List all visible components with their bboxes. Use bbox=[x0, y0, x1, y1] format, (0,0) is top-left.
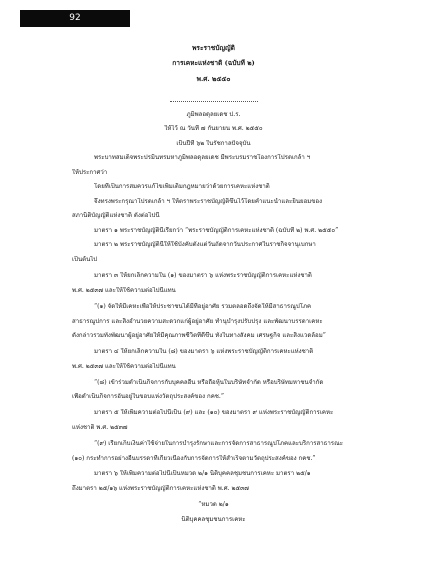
body-line: โดยที่เป็นการสมควรแก้ไขเพิ่มเติมกฎหมายว่าด้วยการเคหะแห่งชาติ bbox=[94, 183, 270, 190]
body-line: มาตรา ๑ พระราชบัญญัตินี้เรียกว่า “พระราชบัญญัติการเคหะแห่งชาติ (ฉบับที่ ๒) พ.ศ. ๒๕๕๐” bbox=[94, 227, 339, 234]
body-line: สภานิติบัญญัติแห่งชาติ ดังต่อไปนี้ bbox=[72, 212, 160, 219]
given-date: ให้ไว้ ณ วันที่ ๗ กันยายน พ.ศ. ๒๕๕๐ bbox=[164, 125, 263, 132]
body-line: พ.ศ. ๒๕๓๗ และให้ใช้ความต่อไปนี้แทน bbox=[72, 363, 176, 370]
body-line: ดังกล่าวรวมทั้งพัฒนาผู้อยู่อาศัยให้มีคุณภาพชีวิตที่ดีขึ้น ทั้งในทางสังคม เศรษฐกิจ และสิ่งแวดล้อม” bbox=[72, 332, 326, 339]
page-number-badge: 92 bbox=[20, 10, 130, 27]
royal-signature: ภูมิพลอดุลยเดช ป.ร. bbox=[186, 111, 241, 118]
body-line: เพื่อดำเนินกิจการอันอยู่ในขอบแห่งวัตถุประสงค์ของ กคช.” bbox=[72, 393, 224, 400]
body-line: มาตรา ๔ ให้ยกเลิกความใน (๘) ของมาตรา ๖ แห่งพระราชบัญญัติการเคหะแห่งชาติ bbox=[94, 348, 314, 355]
chapter-title: นิติบุคคลชุมชนการเคหะ bbox=[181, 516, 246, 523]
body-line: มาตรา ๕ ให้เพิ่มความต่อไปนี้เป็น (๙) และ (๑๐) ของมาตรา ๙ แห่งพระราชบัญญัติการเคหะ bbox=[94, 409, 334, 416]
act-name: การเคหะแห่งชาติ (ฉบับที่ ๒) bbox=[172, 59, 255, 67]
body-line: มาตรา ๖ ให้เพิ่มความต่อไปนี้เป็นหมวด ๒/๑ นิติบุคคลชุมชนการเคหะ มาตรา ๒๕/๑ bbox=[94, 470, 311, 477]
body-line: มาตรา ๒ พระราชบัญญัตินี้ให้ใช้บังคับตั้งแต่วันถัดจากวันประกาศในราชกิจจานุเบกษา bbox=[94, 241, 316, 248]
chapter-number: “หมวด ๒/๑ bbox=[198, 501, 229, 508]
body-line: เป็นต้นไป bbox=[72, 256, 98, 263]
body-line: “(๑) จัดให้มีเคหะเพื่อให้ประชาชนได้มีที่อยู่อาศัย รวมตลอดถึงจัดให้มีสาธารณูปโภค bbox=[94, 303, 312, 310]
body-line: ถึงมาตรา ๒๕/๑๖ แห่งพระราชบัญญัติการเคหะแห่งชาติ พ.ศ. ๒๕๓๗ bbox=[72, 485, 249, 492]
body-line: มาตรา ๓ ให้ยกเลิกความใน (๑) ของมาตรา ๖ แห่งพระราชบัญญัติการเคหะแห่งชาติ bbox=[94, 272, 312, 279]
act-year: พ.ศ. ๒๕๕๐ bbox=[196, 75, 231, 83]
body-line: พ.ศ. ๒๕๓๗ และให้ใช้ความต่อไปนี้แทน bbox=[72, 287, 176, 294]
body-line: แห่งชาติ พ.ศ. ๒๕๓๗ bbox=[72, 424, 128, 431]
act-title: พระราชบัญญัติ bbox=[192, 44, 235, 52]
body-line: “(๘) เข้าร่วมดำเนินกิจการกับบุคคลอื่น หรือถือหุ้นในบริษัทจำกัด หรือบริษัทมหาชนจำกัด bbox=[94, 379, 324, 386]
body-line: “(๙) เรียกเก็บเงินค่าใช้จ่ายในการบำรุงรักษาและการจัดการสาธารณูปโภคและบริการสาธารณะ bbox=[94, 440, 344, 447]
body-line: สาธารณูปการ และสิ่งอำนวยความสะดวกแก่ผู้อยู่อาศัย ทำนุบำรุงปรับปรุง และพัฒนาบรรดาเคหะ bbox=[72, 318, 323, 325]
body-line: จึงทรงพระกรุณาโปรดเกล้า ฯ ให้ตราพระราชบัญญัติขึ้นไว้โดยคำแนะนำและยินยอมของ bbox=[94, 198, 323, 205]
body-line: พระบาทสมเด็จพระปรมินทรมหาภูมิพลอดุลยเดช มีพระบรมราชโองการโปรดเกล้า ฯ bbox=[94, 154, 311, 161]
reign-year: เป็นปีที่ ๖๒ ในรัชกาลปัจจุบัน bbox=[176, 140, 251, 147]
body-line: (๑๐) กระทำการอย่างอื่นบรรดาที่เกี่ยวเนื่องกับการจัดการให้สำเร็จตามวัตถุประสงค์ของ กคช.” bbox=[72, 455, 316, 462]
separator-rule bbox=[170, 101, 258, 102]
body-line: ให้ประกาศว่า bbox=[72, 169, 108, 176]
